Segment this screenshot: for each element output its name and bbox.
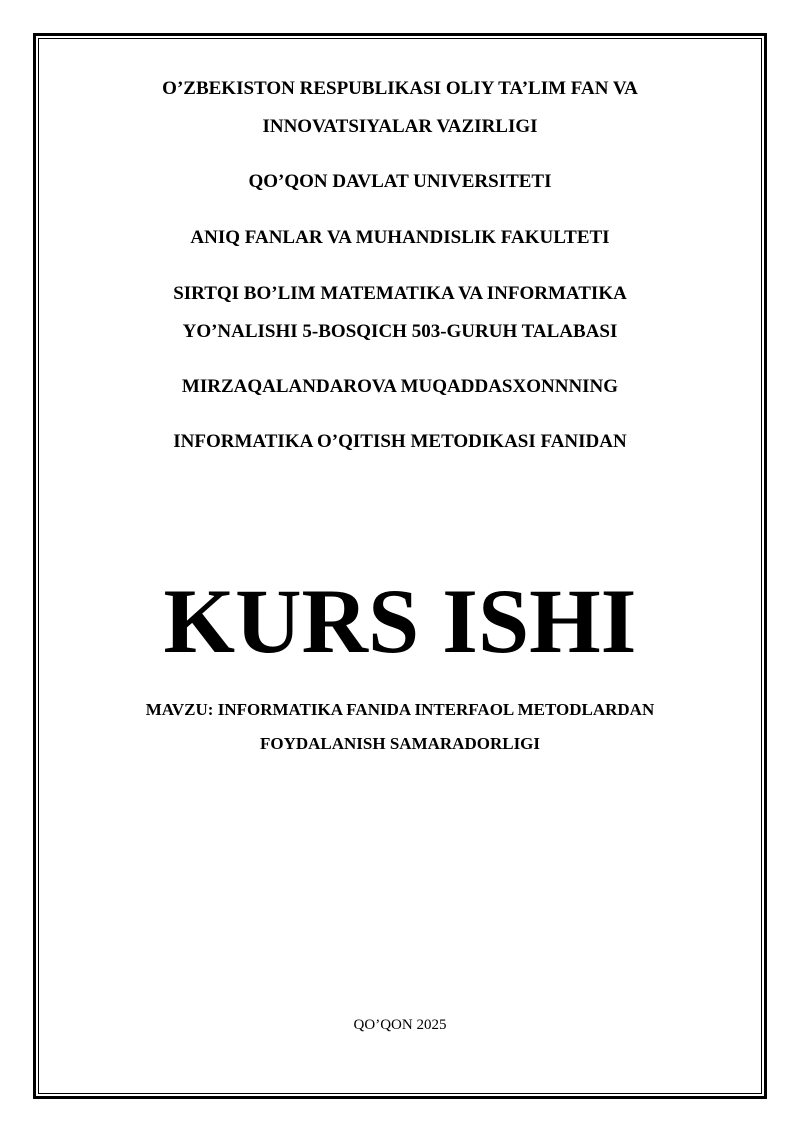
faculty-name: ANIQ FANLAR VA MUHANDISLIK FAKULTETI [190, 227, 610, 248]
student-name: MIRZAQALANDAROVA MUQADDASXONNNING [181, 376, 619, 397]
department-line-2: YO’NALISHI 5-BOSQICH 503-GURUH TALABASI [182, 321, 618, 342]
ministry-line-1: O’ZBEKISTON RESPUBLIKASI OLIY TA’LIM FAN VA [162, 78, 638, 99]
place-year: QO’QON 2025 [353, 1017, 447, 1033]
document-title: KURS ISHI [163, 570, 637, 672]
topic-line-1: MAVZU: INFORMATIKA FANIDA INTERFAOL METODLARDAN [145, 700, 655, 719]
ministry-line-2: INNOVATSIYALAR VAZIRLIGI [262, 116, 538, 137]
topic-line-2: FOYDALANISH SAMARADORLIGI [259, 734, 541, 753]
university-name: QO’QON DAVLAT UNIVERSITETI [248, 171, 552, 192]
department-line-1: SIRTQI BO’LIM MATEMATIKA VA INFORMATIKA [173, 283, 627, 304]
page-border-inner [38, 38, 762, 1094]
subject-name: INFORMATIKA O’QITISH METODIKASI FANIDAN [173, 431, 627, 452]
